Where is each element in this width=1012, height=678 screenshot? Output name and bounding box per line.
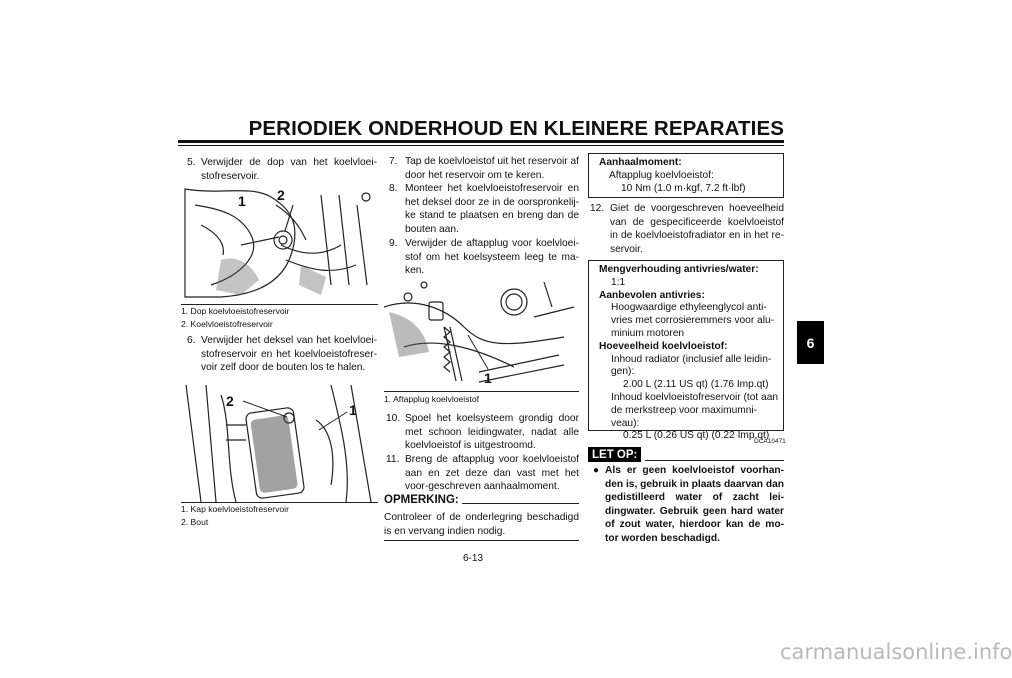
step-number: 11. xyxy=(386,454,400,465)
callout-1: 1 xyxy=(238,193,246,209)
callout-1: 1 xyxy=(484,370,492,386)
figure-3-caption: 1. Aftapplug koelvloeistof xyxy=(384,394,480,404)
step-11 xyxy=(386,453,579,495)
step-number: 12. xyxy=(590,203,605,214)
radiator-capacity-value: 2.00 L (2.11 US qt) (1.76 Imp.qt) xyxy=(623,379,769,391)
step-number: 8. xyxy=(389,183,398,194)
step-text: Verwijder de aftapplug voor koelvloei-stof om het koelsysteem leeg te ma-ken. xyxy=(405,238,579,277)
step-text: Spoel het koelsysteem grondig door met schoon leidingwater, nadat alle koelvloeistof is uitgestroomd. xyxy=(405,413,579,452)
watermark: carmanualsonline.info xyxy=(780,640,1012,664)
step-number: 6. xyxy=(187,335,196,346)
mix-ratio-value: 1:1 xyxy=(611,276,626,288)
caution-text: Als er geen koelvloeistof voorhan-den is, gebruik in plaats daarvan dan gedistilleerd water of zacht lei-dingwater. Gebruik geen hard water of zout water, hierdoor kan de mo-tor worden beschadigd. xyxy=(605,465,784,544)
antifreeze-heading: Aanbevolen antivries: xyxy=(599,289,705,301)
step-number: 5. xyxy=(187,157,196,168)
caption-rule xyxy=(181,304,378,305)
figure-coolant-cover xyxy=(181,385,378,502)
step-text: Breng de aftapplug voor koelvloeistof aan en zet deze dan vast met het voor-geschreven aanhaalmoment. xyxy=(405,454,579,493)
caption-line: 1. Dop koelvloeistofreservoir xyxy=(181,306,290,316)
page-header-title: PERIODIEK ONDERHOUD EN KLEINERE REPARATIES xyxy=(248,117,784,140)
step-7 xyxy=(389,155,579,185)
step-8 xyxy=(389,182,579,238)
antifreeze-value: Hoogwaardige ethyleenglycol anti-vries met corrosieremmers voor alu-minium motoren xyxy=(611,302,775,339)
engine-illustration xyxy=(384,277,579,391)
note-end-rule xyxy=(384,540,579,541)
step-9 xyxy=(389,237,579,279)
torque-title: Aanhaalmoment: xyxy=(599,157,682,168)
chapter-tab[interactable]: 6 xyxy=(797,321,824,364)
step-12 xyxy=(590,202,784,258)
figure-2-captions xyxy=(181,503,381,528)
note-text: Controleer of de onderlegring beschadigd is en vervang indien nodig. xyxy=(384,512,579,537)
radiator-capacity-label: Inhoud radiator (inclusief alle leidin-gen): xyxy=(611,353,772,378)
callout-1: 1 xyxy=(349,402,357,418)
callout-2: 2 xyxy=(226,393,234,409)
step-text: Monteer het koelvloeistofreservoir en het deksel door ze in de oorspronkelij-ke stand te plaatsen en breng dan de bouten aan. xyxy=(405,183,579,235)
figure-1-captions xyxy=(181,305,381,330)
page-number: 6-13 xyxy=(463,553,484,564)
doc-code: DCA10471 xyxy=(754,438,786,445)
mix-ratio-heading: Mengverhouding antivries/water: xyxy=(599,264,759,275)
step-5 xyxy=(187,156,377,186)
coolant-qty-heading: Hoeveelheid koelvloeistof: xyxy=(599,340,728,352)
step-6 xyxy=(187,334,377,376)
step-text: Tap de koelvloeistof uit het reservoir af door het reservoir om te keren. xyxy=(405,156,579,181)
step-number: 7. xyxy=(389,156,398,167)
header-rule-thin xyxy=(178,145,784,146)
caution-rule xyxy=(645,460,784,461)
bullet-icon: ● xyxy=(593,465,600,476)
reservoir-capacity-value: 0.25 L (0.26 US qt) (0.22 Imp.qt) xyxy=(623,430,770,442)
note-rule xyxy=(462,503,579,504)
torque-value: 10 Nm (1.0 m·kgf, 7.2 ft·lbf) xyxy=(621,182,746,194)
reservoir-capacity-label: Inhoud koelvloeistofreservoir (tot aan de merkstreep voor maximumni-veau): xyxy=(611,391,779,429)
caption-line: 1. Kap koelvloeistofreservoir xyxy=(181,504,289,514)
caption-line: 2. Koelvloeistofreservoir xyxy=(181,318,273,329)
callout-2: 2 xyxy=(277,187,285,203)
figure-coolant-cap xyxy=(181,185,378,303)
figure-drain-plug xyxy=(384,277,579,391)
step-number: 9. xyxy=(389,238,398,249)
caption-line: 2. Bout xyxy=(181,516,209,527)
step-text: Giet de voorgeschreven hoeveelheid van de gespecificeerde koelvloeistof in de koelvloeistofradiator en in het re-servoir. xyxy=(610,203,784,255)
step-10 xyxy=(386,412,579,454)
torque-spec-box xyxy=(588,153,784,198)
step-text: Verwijder de dop van het koelvloei-stofreservoir. xyxy=(201,157,377,182)
caption-rule xyxy=(384,391,579,392)
step-text: Verwijder het deksel van het koelvloei-stofreservoir en het koelvloeistofreser-voir zelf door de bouten los te halen. xyxy=(201,335,377,374)
header-rule xyxy=(178,140,784,143)
step-number: 10. xyxy=(386,413,401,424)
note-heading: OPMERKING: xyxy=(384,494,459,506)
caution-badge: LET OP: xyxy=(588,447,641,462)
torque-item: Aftapplug koelvloeistof: xyxy=(609,169,714,181)
